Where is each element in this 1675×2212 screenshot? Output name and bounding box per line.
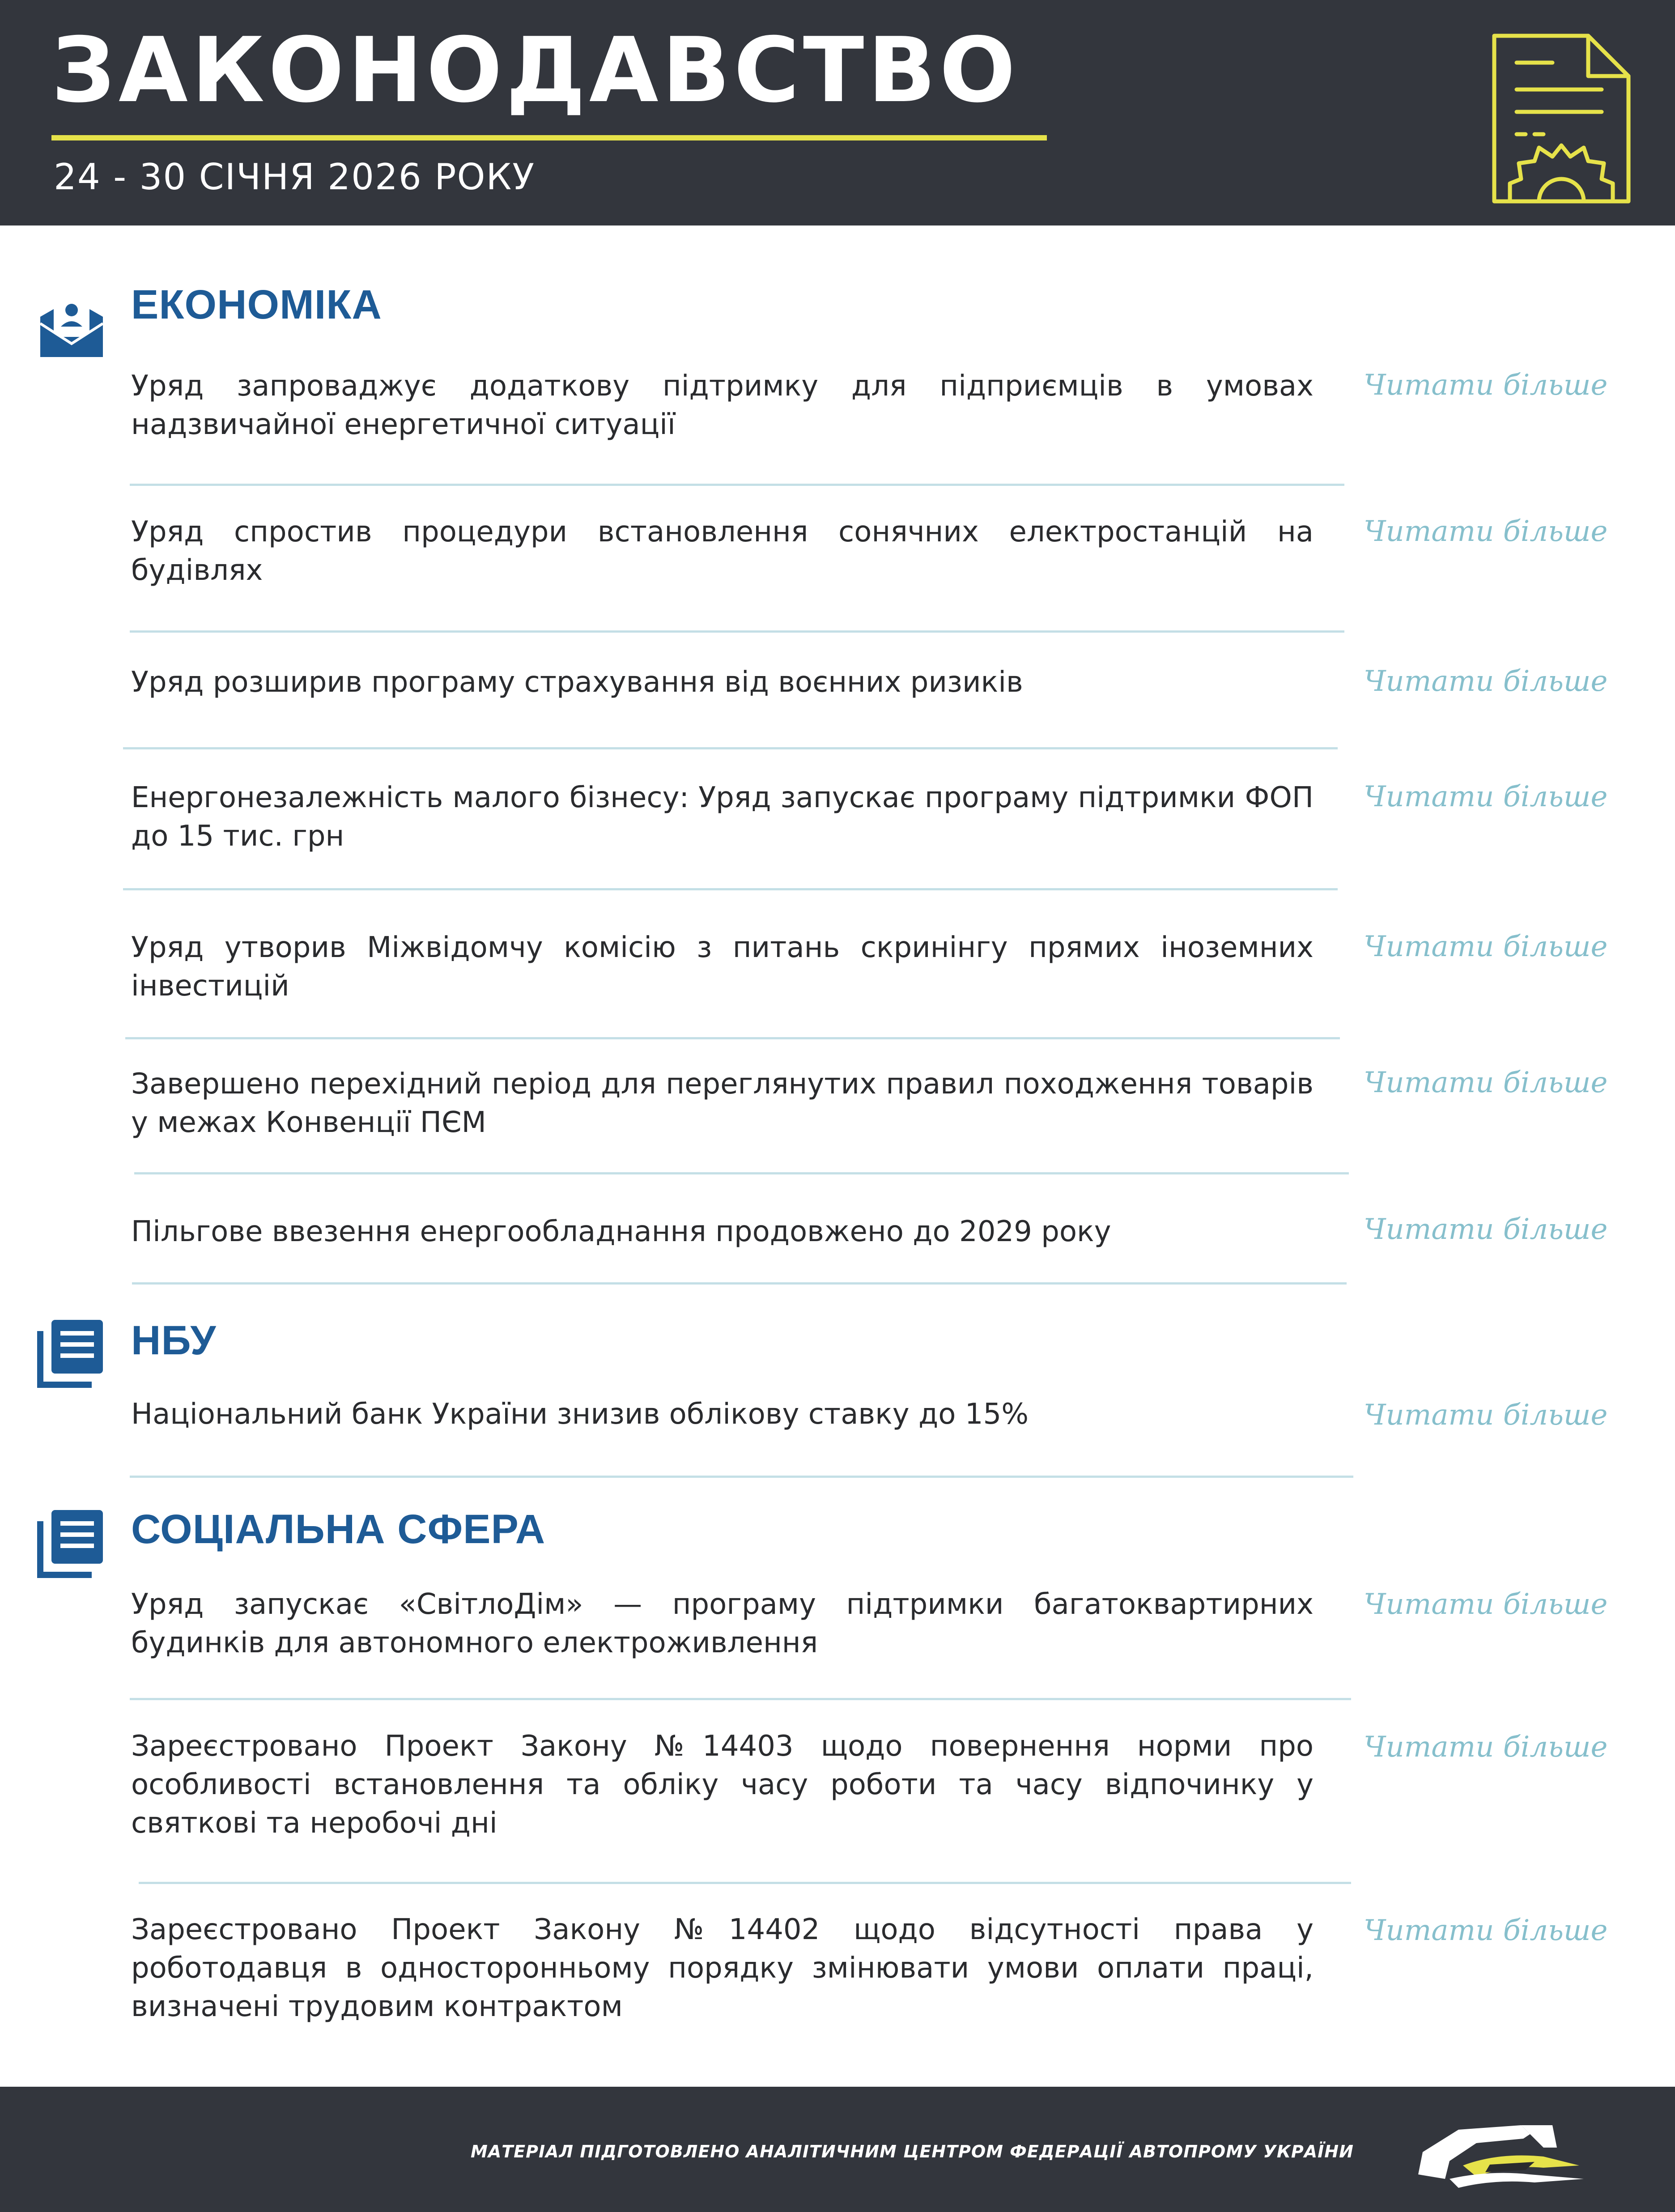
read-more-link[interactable]: Читати більше [1364,1731,1608,1764]
news-item-social-2: Зареєстровано Проект Закону №14403 щодо повернення норми про особливості встановлення та обліку часу роботи та часу відпочинку у святкові та неробочі дні [131,1730,1314,1840]
read-more-link[interactable]: Читати більше [1364,369,1608,402]
news-item-economy-2: Уряд спростив процедури встановлення сонячних електростанцій на будівлях [131,515,1314,587]
read-more-link[interactable]: Читати більше [1364,1399,1608,1432]
read-more-link[interactable]: Читати більше [1364,1914,1608,1947]
item-divider [132,1282,1347,1285]
title-underline [51,135,1047,140]
news-item-economy-5: Уряд утворив Міжвідомчу комісію з питань скринінгу прямих іноземних інвестицій [131,931,1314,1003]
news-item-economy-7: Пільгове ввезення енергообладнання продовжено до 2029 року [131,1215,1111,1248]
item-divider [123,888,1338,890]
section-title-nbu: НБУ [131,1318,217,1363]
envelope-user-icon [36,290,107,362]
read-more-link[interactable]: Читати більше [1364,1213,1608,1246]
news-item-nbu-1: Національний банк України знизив облікову ставку до 15% [131,1398,1029,1431]
news-item-economy-4: Енергонезалежність малого бізнесу: Уряд запускає програму підтримки ФОП до 15 тис. грн [131,781,1314,853]
documents-icon [36,1508,107,1579]
item-divider [123,747,1338,749]
page-title: ЗАКОНОДАВСТВО [51,18,1019,123]
item-divider [134,1172,1349,1174]
item-divider [139,1882,1351,1884]
item-divider [130,1698,1351,1700]
read-more-link[interactable]: Читати більше [1364,930,1608,963]
read-more-link[interactable]: Читати більше [1364,665,1608,698]
read-more-link[interactable]: Читати більше [1364,1066,1608,1099]
news-item-economy-3: Уряд розширив програму страхування від воєнних ризиків [131,666,1023,699]
date-range: 24 - 30 СІЧНЯ 2026 РОКУ [54,156,535,198]
read-more-link[interactable]: Читати більше [1364,780,1608,813]
page-header [0,0,1675,225]
footer-credit: МАТЕРІАЛ ПІДГОТОВЛЕНО АНАЛІТИЧНИМ ЦЕНТРОМ ФЕДЕРАЦІЇ АВТОПРОМУ УКРАЇНИ [471,2142,1354,2161]
legal-document-gear-icon [1485,27,1637,210]
item-divider [125,1037,1340,1039]
read-more-link[interactable]: Читати більше [1364,1588,1608,1621]
news-item-economy-1: Уряд запроваджує додаткову підтримку для підприємців в умовах надзвичайної енергетичної ситуації [131,370,1314,441]
section-title-economy: ЕКОНОМІКА [131,282,382,328]
section-title-social: СОЦІАЛЬНА СФЕРА [131,1506,546,1552]
car-silhouette-logo [1409,2112,1593,2197]
news-item-social-3: Зареєстровано Проект Закону №14402 щодо відсутності права у роботодавця в односторонньому порядку змінювати умови оплати праці, визначені трудовим контрактом [131,1913,1314,2023]
documents-icon [36,1318,107,1389]
item-divider [130,630,1344,633]
news-item-economy-6: Завершено перехідний період для переглянутих правил походження товарів у межах Конвенції ПЄМ [131,1068,1314,1139]
news-item-social-1: Уряд запускає «СвітлоДім» — програму підтримки багатоквартирних будинків для автономного електроживлення [131,1588,1314,1659]
item-divider [130,484,1344,486]
read-more-link[interactable]: Читати більше [1364,515,1608,548]
item-divider [130,1476,1353,1478]
